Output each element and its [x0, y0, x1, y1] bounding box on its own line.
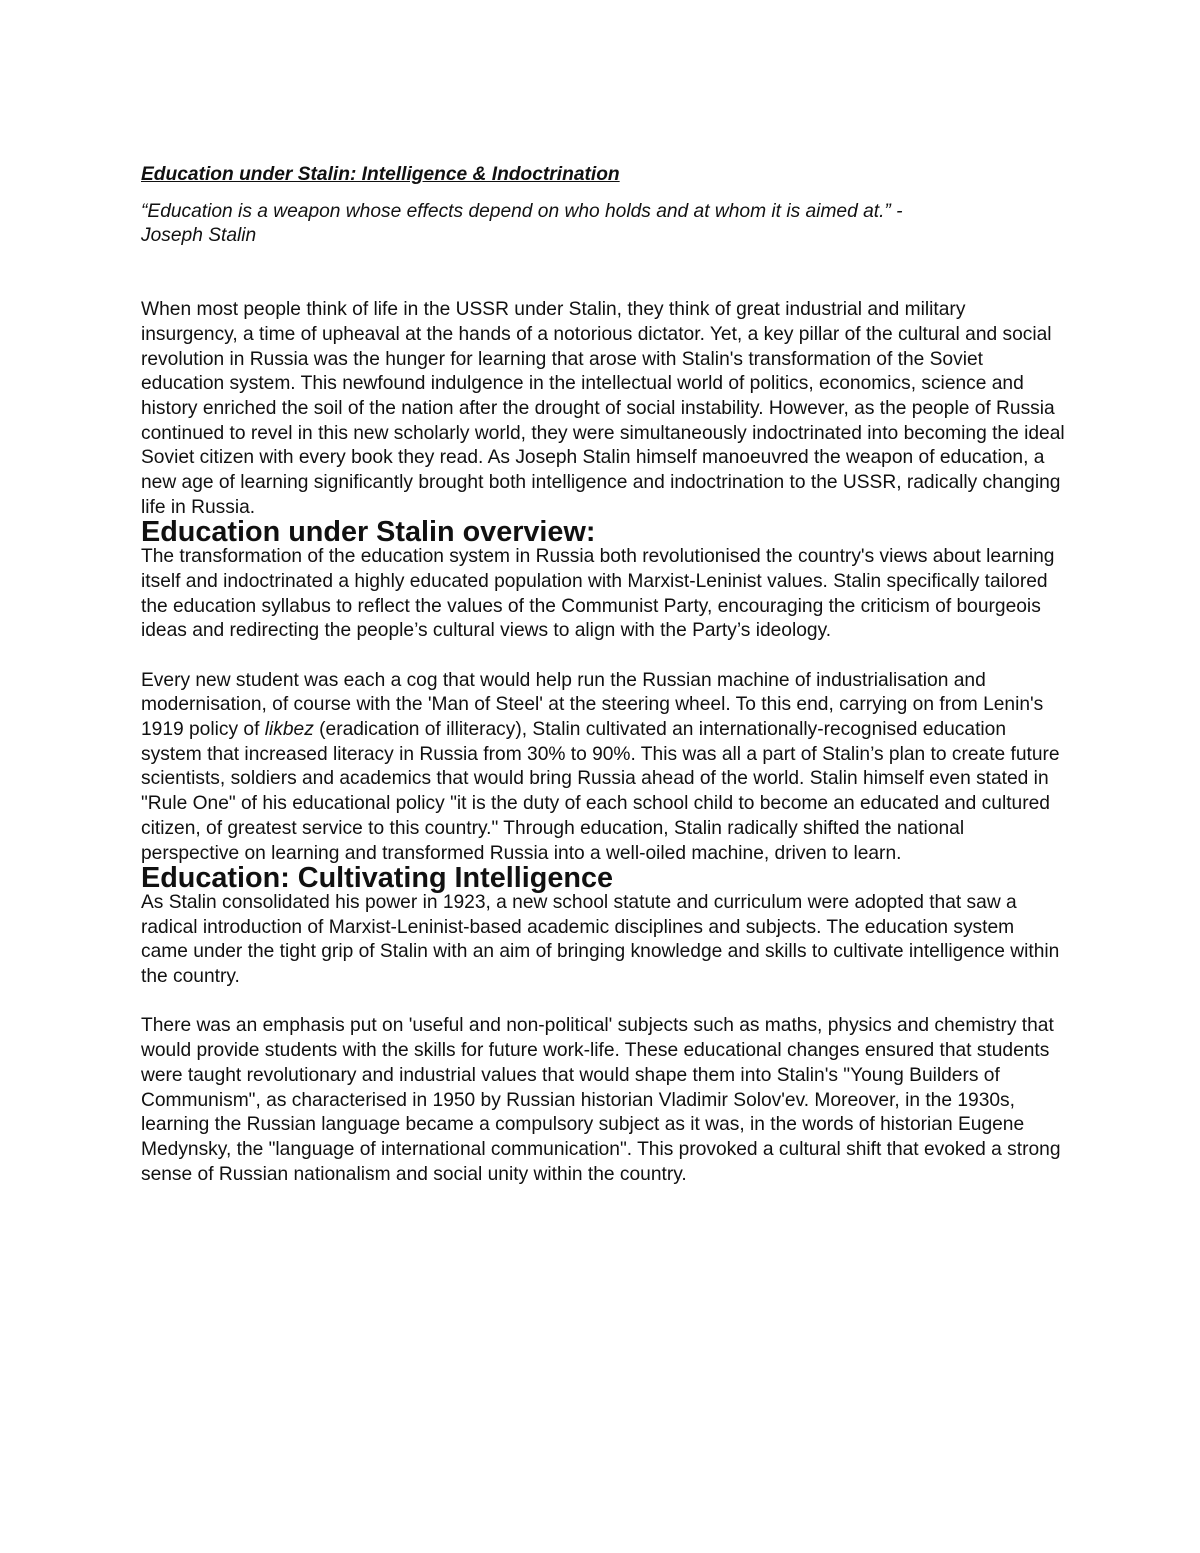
intro-paragraph: When most people think of life in the USSR under Stalin, they think of great industrial and military insurgency, a time of upheaval at the hands of a notorious dictator. Yet, a key pillar of the cultural and social revolution in Russia was the hunger for learning that arose with Stalin's transformation of the Soviet education system. This newfound indulgence in the intellectual world of politics, economics, science and history enriched the soil of the nation after the drought of social instability. However, as the people of Russia continued to revel in this new scholarly world, they were simultaneously indoctrinated into becoming the ideal Soviet citizen with every book they read. As Joseph Stalin himself manoeuvred the weapon of education, a new age of learning significantly brought both intelligence and indoctrination to the USSR, radically changing life in Russia.	[141, 299, 1065, 518]
document-title: Education under Stalin: Intelligence & Indoctrination	[141, 164, 620, 185]
intelligence-heading: Education: Cultivating Intelligence	[141, 862, 613, 895]
overview-paragraph-2-start: Every new student was each a cog that would help run the Russian machine of industrialisation and modernisation, of course with the 'Man of Steel' at the steering wheel. To this end, carrying on from Lenin's 1919 policy of	[141, 669, 1044, 741]
quote-author: Joseph Stalin	[141, 225, 257, 247]
overview-paragraph-2-end: (eradication of illiteracy), Stalin cultivated an internationally-recognised education system that increased literacy in Russia from 30% to 90%. This was all a part of Stalin’s plan to create future scientists, soldiers and academics that would bring Russia ahead of the world. Stalin himself even stated in "Rule One" of his educational policy "it is the duty of each school child to become an educated and cultured citizen, of greatest service to this country." Through education, Stalin radically shifted the national perspective on learning and transformed Russia into a well-oiled machine, driven to learn.	[141, 719, 1060, 864]
document-page	[141, 163, 1066, 1187]
quote-text: “Education is a weapon whose effects depend on who holds and at whom it is aimed at.” -	[141, 200, 903, 222]
intelligence-paragraph-1: As Stalin consolidated his power in 1923, a new school statute and curriculum were adopted that saw a radical introduction of Marxist-Leninist-based academic disciplines and subjects. The education system came under the tight grip of Stalin with an aim of bringing knowledge and skills to cultivate intelligence within the country.	[141, 891, 1060, 988]
overview-paragraph-2	[141, 669, 1066, 867]
overview-heading: Education under Stalin overview:	[141, 516, 596, 549]
overview-paragraph-1: The transformation of the education system in Russia both revolutionised the country's views about learning itself and indoctrinated a highly educated population with Marxist-Leninist values. Stalin specifically tailored the education syllabus to reflect the values of the Communist Party, encouraging the criticism of bourgeois ideas and redirecting the people’s cultural views to align with the Party’s ideology.	[141, 546, 1055, 642]
likbez-term: likbez	[264, 719, 314, 741]
epigraph-quote	[141, 200, 1066, 249]
intelligence-paragraph-2: There was an emphasis put on 'useful and non-political' subjects such as maths, physics and chemistry that would provide students with the skills for future work-life. These educational changes ensured that students were taught revolutionary and industrial values that would shape them into Stalin's "Young Builders of Communism", as characterised in 1950 by Russian historian Vladimir Solov'ev. Moreover, in the 1930s, learning the Russian language became a compulsory subject as it was, in the words of historian Eugene Medynsky, the "language of international communication". This provoked a cultural shift that evoked a strong sense of Russian nationalism and social unity within the country.	[141, 1015, 1061, 1185]
